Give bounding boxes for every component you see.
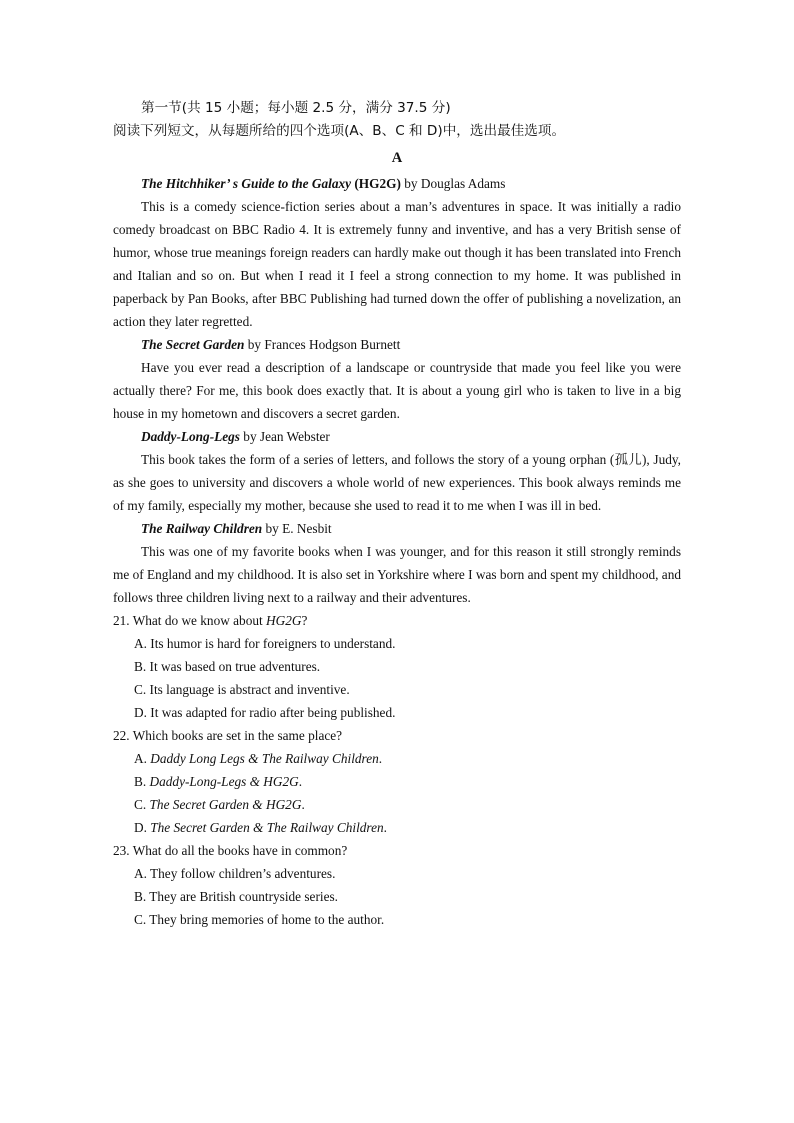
question-stem: 22. Which books are set in the same place? bbox=[113, 728, 343, 743]
option-letter: B. bbox=[134, 659, 147, 674]
option-letter: A. bbox=[134, 866, 147, 881]
option-text: It was adapted for radio after being published. bbox=[150, 705, 396, 720]
option-text: The Secret Garden & The Railway Children bbox=[150, 820, 384, 835]
book-heading bbox=[113, 172, 681, 195]
question-stem: 21. What do we know about bbox=[113, 613, 267, 628]
question-stem-italic: HG2G bbox=[266, 613, 302, 628]
option-23-b[interactable] bbox=[113, 885, 681, 908]
book-author: by Douglas Adams bbox=[404, 176, 506, 191]
question-22 bbox=[113, 724, 681, 747]
option-text: Its language is abstract and inventive. bbox=[149, 682, 350, 697]
option-text: It was based on true adventures. bbox=[149, 659, 321, 674]
book-author: by Jean Webster bbox=[243, 429, 330, 444]
option-letter: B. bbox=[134, 774, 147, 789]
option-text: They are British countryside series. bbox=[149, 889, 338, 904]
book-review: This is a comedy science-fiction series about a man’s adventures in space. It was initially a radio comedy broadcast on BBC Radio 4. It is extremely funny and inventive, and has a very British sense of humor, whose true meanings foreign readers can hardly make out though it has been translated into French and Italian and so on. But when I read it I feel a strong connection to my home. It was published in paperback by Pan Books, after BBC Publishing had turned down the offer of publishing a novelization, an action they later regretted. bbox=[113, 199, 681, 329]
question-stem: 23. What do all the books have in common? bbox=[113, 843, 348, 858]
book-abbr: (HG2G) bbox=[354, 176, 401, 191]
book-title: The Railway Children bbox=[141, 521, 263, 536]
book-title: The Hitchhiker’ s Guide to the Galaxy bbox=[141, 176, 352, 191]
option-text: They bring memories of home to the author. bbox=[149, 912, 385, 927]
option-letter: C. bbox=[134, 912, 147, 927]
question-23 bbox=[113, 839, 681, 862]
option-21-d[interactable] bbox=[113, 701, 681, 724]
book-heading bbox=[113, 517, 681, 540]
option-letter: C. bbox=[134, 797, 147, 812]
option-23-c[interactable] bbox=[113, 908, 681, 931]
book-title: Daddy-Long-Legs bbox=[141, 429, 240, 444]
section-instruction: 阅读下列短文，从每题所给的四个选项(A、B、C 和 D)中，选出最佳选项。 bbox=[113, 123, 566, 139]
book-review: Have you ever read a description of a landscape or countryside that made you feel like you were actually there? For me, this book does exactly that. It is about a young girl who is taken to live in a big house in my hometown and discovers a secret garden. bbox=[113, 360, 681, 421]
option-23-a[interactable] bbox=[113, 862, 681, 885]
book-review: This was one of my favorite books when I was younger, and for this reason it still strongly reminds me of England and my childhood. It is also set in Yorkshire where I was born and spent my childhood, and follows three children living next to a railway and their adventures. bbox=[113, 544, 681, 605]
book-heading bbox=[113, 425, 681, 448]
option-letter: A. bbox=[134, 751, 147, 766]
book-author: by E. Nesbit bbox=[265, 521, 332, 536]
option-22-c[interactable]: C. The Secret Garden & HG2G. bbox=[134, 797, 305, 812]
option-text: They follow children’s adventures. bbox=[150, 866, 336, 881]
exam-page bbox=[113, 97, 681, 931]
option-21-c[interactable] bbox=[113, 678, 681, 701]
option-letter: D. bbox=[134, 705, 147, 720]
option-text: Its humor is hard for foreigners to understand. bbox=[150, 636, 396, 651]
option-21-a[interactable] bbox=[113, 632, 681, 655]
option-22-a[interactable]: A. Daddy Long Legs & The Railway Children. bbox=[134, 751, 383, 766]
book-title: The Secret Garden bbox=[141, 337, 245, 352]
question-stem-end: ? bbox=[301, 613, 308, 628]
option-21-b[interactable] bbox=[113, 655, 681, 678]
option-letter: C. bbox=[134, 682, 147, 697]
option-letter: B. bbox=[134, 889, 147, 904]
option-22-d[interactable]: D. The Secret Garden & The Railway Children. bbox=[134, 820, 387, 835]
passage-label: A bbox=[391, 150, 403, 166]
book-review: This book takes the form of a series of letters, and follows the story of a young orphan (孤儿), Judy, as she goes to university and discovers a whole world of new experiences. This book always reminds me of my family, especially my mother, because she used to read it to me when I was ill in bed. bbox=[113, 452, 681, 513]
option-text: Daddy Long Legs & The Railway Children bbox=[150, 751, 379, 766]
option-22-b[interactable]: B. Daddy-Long-Legs & HG2G. bbox=[134, 774, 303, 789]
question-21 bbox=[113, 609, 681, 632]
section-heading: 第一节(共 15 小题；每小题 2.5 分，满分 37.5 分) bbox=[141, 100, 451, 116]
option-text: Daddy-Long-Legs & HG2G bbox=[149, 774, 299, 789]
book-author: by Frances Hodgson Burnett bbox=[247, 337, 401, 352]
option-text: The Secret Garden & HG2G bbox=[149, 797, 302, 812]
option-letter: A. bbox=[134, 636, 147, 651]
option-letter: D. bbox=[134, 820, 147, 835]
book-heading bbox=[113, 333, 681, 356]
